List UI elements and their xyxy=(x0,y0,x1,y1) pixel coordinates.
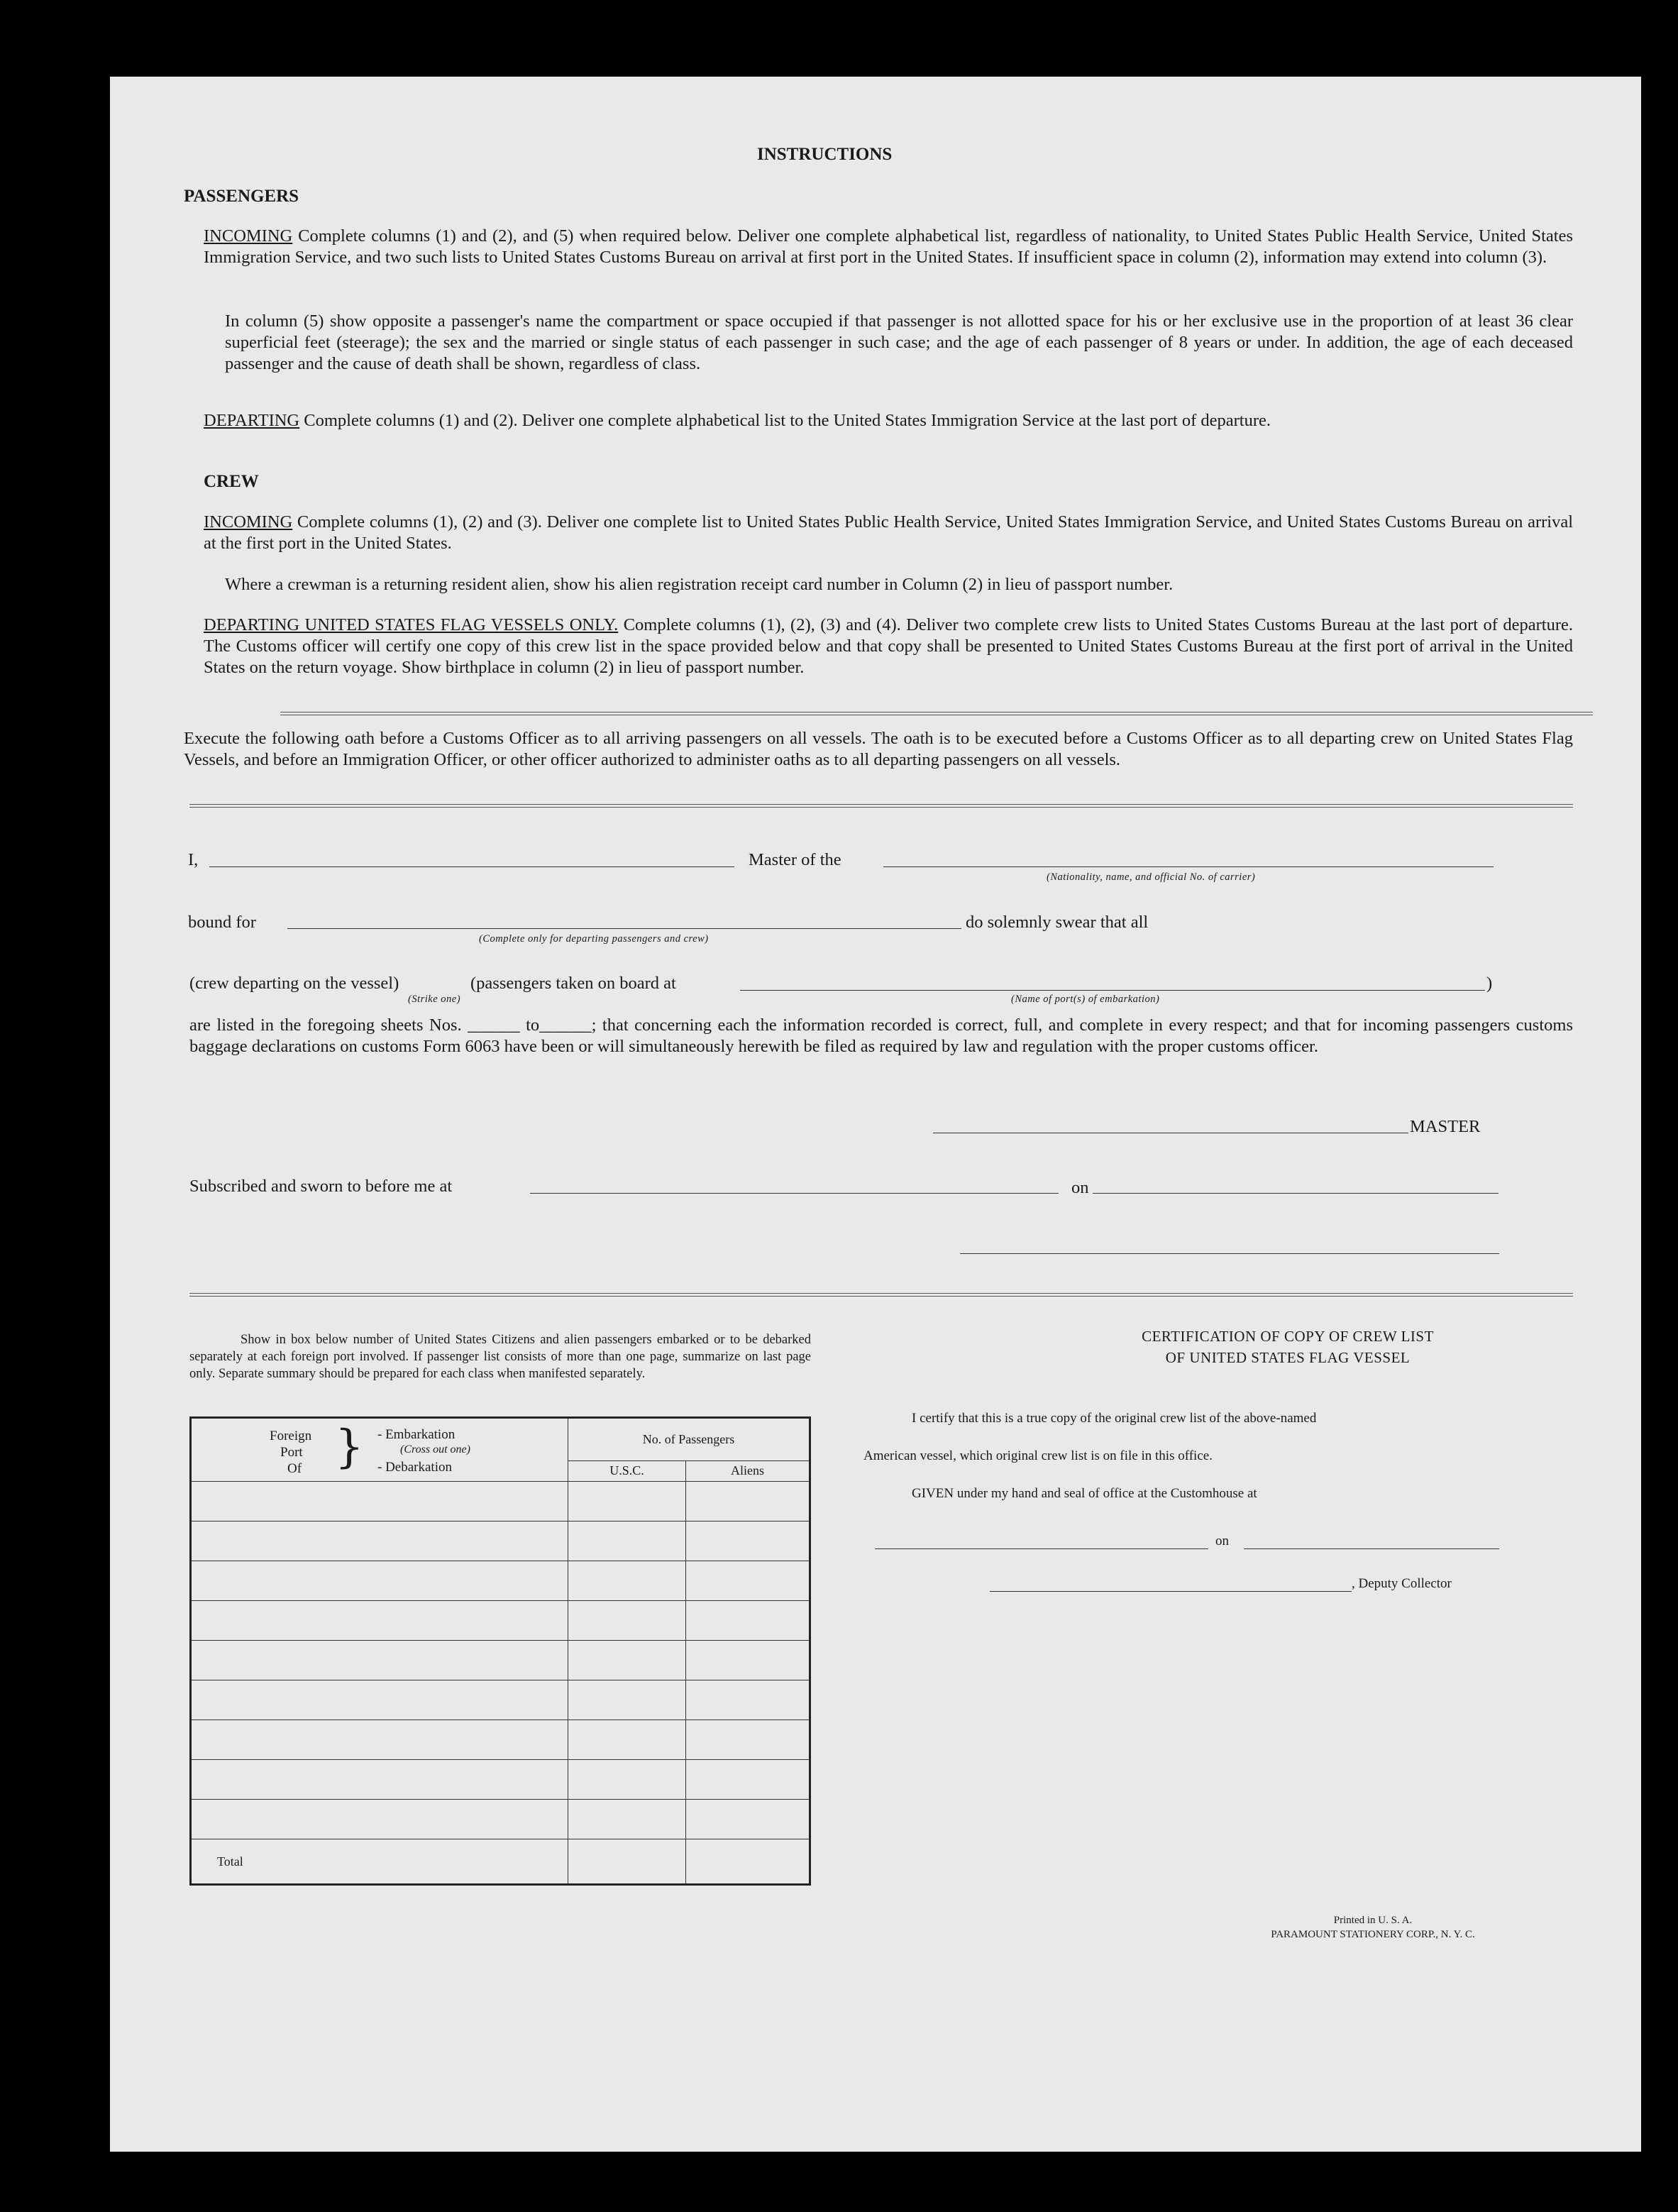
usc-cell[interactable] xyxy=(568,1482,686,1522)
brace-icon: } xyxy=(335,1421,364,1473)
table-row xyxy=(191,1561,810,1601)
foreign-label: Foreign xyxy=(270,1429,312,1443)
aliens-cell[interactable] xyxy=(686,1561,810,1601)
crewman-paragraph: Where a crewman is a returning resident alien, show his alien registration receipt card number in Column (2) in lieu of passport number. xyxy=(225,575,1174,594)
table-row xyxy=(191,1522,810,1561)
port-cell[interactable] xyxy=(191,1522,568,1561)
close-paren: ) xyxy=(1486,974,1493,993)
table-row xyxy=(191,1720,810,1760)
aliens-cell[interactable] xyxy=(686,1601,810,1641)
total-row xyxy=(191,1839,810,1885)
aliens-cell[interactable] xyxy=(686,1641,810,1680)
port-cell[interactable] xyxy=(191,1720,568,1760)
customhouse-field[interactable] xyxy=(875,1548,1208,1549)
table-row xyxy=(191,1680,810,1720)
oath-intro: Execute the following oath before a Customs Officer as to all arriving passengers on all vessels. The oath is to be executed before a Customs Officer as to all departing crew on United States Flag Vessels, and before an Immigration Officer, or other officer authorized to administer oaths as to all departing passengers on all vessels. xyxy=(184,729,1573,769)
port-cell[interactable] xyxy=(191,1482,568,1522)
usc-cell[interactable] xyxy=(568,1680,686,1720)
carrier-field[interactable] xyxy=(883,866,1494,867)
passengers-heading: PASSENGERS xyxy=(184,187,299,206)
embarkation-ports-field[interactable] xyxy=(740,990,1485,991)
port-cell[interactable] xyxy=(191,1800,568,1839)
of-label: Of xyxy=(287,1461,302,1476)
printer-line2: PARAMOUNT STATIONERY CORP., N. Y. C. xyxy=(1271,1929,1475,1940)
incoming-label: INCOMING xyxy=(204,226,293,246)
deputy-signature-field[interactable] xyxy=(990,1591,1352,1592)
column5-paragraph: In column (5) show opposite a passenger's name the compartment or space occupied if that passenger is not allotted space for his or her exclusive use in the proportion of at least 36 clear superficial feet (steerage); the sex and the married or single status of each passenger in such case; and the age of each passenger of 8 years or under. In addition, the age of each deceased passenger and the cause of death shall be shown, regardless of class. xyxy=(225,312,1573,373)
certify-line1: I certify that this is a true copy of the original crew list of the above-named xyxy=(912,1411,1317,1426)
ports-note: (Name of port(s) of embarkation) xyxy=(1011,994,1160,1005)
usc-cell[interactable] xyxy=(568,1720,686,1760)
aliens-total-cell[interactable] xyxy=(686,1839,810,1885)
usc-cell[interactable] xyxy=(568,1561,686,1601)
i-label: I, xyxy=(188,850,199,869)
usc-total-cell[interactable] xyxy=(568,1839,686,1885)
swear-label: do solemnly swear that all xyxy=(966,913,1149,932)
aliens-header: Aliens xyxy=(686,1460,810,1481)
port-cell[interactable] xyxy=(191,1641,568,1680)
officer-signature-field[interactable] xyxy=(960,1253,1499,1254)
usc-cell[interactable] xyxy=(568,1522,686,1561)
usc-header: U.S.C. xyxy=(568,1460,686,1481)
usc-cell[interactable] xyxy=(568,1800,686,1839)
certification-title xyxy=(961,1326,1614,1368)
deputy-collector-label: , Deputy Collector xyxy=(1352,1576,1452,1591)
passengers-incoming-paragraph xyxy=(204,226,1573,268)
total-label: Total xyxy=(191,1839,568,1885)
carrier-note: (Nationality, name, and official No. of carrier) xyxy=(1047,871,1256,883)
flag-vessels-paragraph xyxy=(204,615,1573,678)
usc-cell[interactable] xyxy=(568,1601,686,1641)
passenger-summary-table xyxy=(189,1416,811,1886)
aliens-cell[interactable] xyxy=(686,1522,810,1561)
aliens-cell[interactable] xyxy=(686,1720,810,1760)
master-name-field[interactable] xyxy=(209,866,734,867)
summary-note: Show in box below number of United States Citizens and alien passengers embarked or to be debarked separately at each foreign port involved. If passenger list consists of more than one page, summarize on last page only. Separate summary should be prepared for each class when manifested separately. xyxy=(189,1333,811,1381)
passengers-departing-paragraph xyxy=(204,410,1573,431)
port-cell[interactable] xyxy=(191,1680,568,1720)
port-cell[interactable] xyxy=(191,1561,568,1601)
cross-out-note: (Cross out one) xyxy=(400,1443,470,1456)
cert-date-field[interactable] xyxy=(1244,1548,1499,1549)
flag-label: DEPARTING UNITED STATES FLAG VESSELS ONLY. xyxy=(204,615,619,634)
port-label: Port xyxy=(280,1445,303,1460)
port-header-cell xyxy=(191,1418,568,1482)
departing-label: DEPARTING xyxy=(204,411,300,430)
flag-text: Complete columns (1), (2), (3) and (4). Deliver two complete crew lists to United States Customs Bureau at the last port of departure. The Customs officer will certify one copy of this crew list in the space provided below and that copy shall be presented to United States Customs Bureau at the first port of arrival in the United States on the return voyage. Show birthplace in column (2) in lieu of passport number. xyxy=(204,615,1573,677)
usc-cell[interactable] xyxy=(568,1760,686,1800)
subscribed-label: Subscribed and sworn to before me at xyxy=(189,1177,453,1196)
given-statement: GIVEN under my hand and seal of office at the Customhouse at xyxy=(912,1486,1257,1501)
certification-title-line1: CERTIFICATION OF COPY OF CREW LIST xyxy=(1142,1328,1434,1345)
crew-departing-option[interactable]: (crew departing on the vessel) xyxy=(189,974,399,993)
bound-for-field[interactable] xyxy=(287,928,961,929)
embarkation-option[interactable]: - Embarkation xyxy=(377,1427,456,1442)
crew-incoming-label: INCOMING xyxy=(204,512,293,532)
crew-heading: CREW xyxy=(204,472,259,491)
instructions-title: INSTRUCTIONS xyxy=(757,145,893,164)
table-row xyxy=(191,1601,810,1641)
debarkation-option[interactable]: - Debarkation xyxy=(377,1460,452,1475)
aliens-cell[interactable] xyxy=(686,1800,810,1839)
bound-note: (Complete only for departing passengers and crew) xyxy=(479,933,709,945)
sworn-date-field[interactable] xyxy=(1093,1193,1498,1194)
incoming-text: Complete columns (1) and (2), and (5) when required below. Deliver one complete alphabetical list, regardless of nationality, to United States Public Health Service, United States Immigration Service, and two such lists to United States Customs Bureau on arrival at first port in the United States. If insufficient space in column (2), information may extend into column (3). xyxy=(204,226,1573,267)
usc-cell[interactable] xyxy=(568,1641,686,1680)
printer-line1: Printed in U. S. A. xyxy=(1333,1915,1413,1926)
bound-for-label: bound for xyxy=(188,913,256,932)
table-row xyxy=(191,1482,810,1522)
listed-statement: are listed in the foregoing sheets Nos. ______ to______; that concerning each the information recorded is correct, full, and complete in every respect; and that for incoming passengers customs baggage declarations on customs Form 6063 have been or will simultaneously herewith be filed as required by law and regulation with the proper customs officer. xyxy=(189,1016,1573,1056)
crew-incoming-paragraph xyxy=(204,512,1573,554)
strike-one-note: (Strike one) xyxy=(408,994,461,1005)
departing-text: Complete columns (1) and (2). Deliver one complete alphabetical list to the United States Immigration Service at the last port of departure. xyxy=(299,411,1271,430)
master-of-the-label: Master of the xyxy=(749,850,841,869)
divider xyxy=(280,712,1593,715)
divider xyxy=(189,804,1573,808)
cert-on-label: on xyxy=(1215,1534,1229,1548)
aliens-cell[interactable] xyxy=(686,1680,810,1720)
form-page xyxy=(110,77,1641,2152)
no-of-passengers-header: No. of Passengers xyxy=(568,1418,810,1461)
certify-line2: American vessel, which original crew list is on file in this office. xyxy=(863,1448,1213,1463)
aliens-cell[interactable] xyxy=(686,1482,810,1522)
table-row xyxy=(191,1760,810,1800)
table-header-row xyxy=(191,1418,810,1461)
port-cell[interactable] xyxy=(191,1601,568,1641)
on-label: on xyxy=(1071,1178,1089,1197)
divider xyxy=(189,1293,1573,1297)
passengers-taken-option[interactable]: (passengers taken on board at xyxy=(470,974,676,993)
table-row xyxy=(191,1641,810,1680)
crew-incoming-text: Complete columns (1), (2) and (3). Deliver one complete list to United States Public Health Service, United States Immigration Service, and United States Customs Bureau on arrival at the first port in the United States. xyxy=(204,512,1573,553)
table-row xyxy=(191,1800,810,1839)
sworn-place-field[interactable] xyxy=(530,1193,1059,1194)
printer-imprint xyxy=(1174,1913,1572,1942)
certification-title-line2: OF UNITED STATES FLAG VESSEL xyxy=(1165,1349,1411,1366)
port-cell[interactable] xyxy=(191,1760,568,1800)
aliens-cell[interactable] xyxy=(686,1760,810,1800)
master-label: MASTER xyxy=(1410,1117,1481,1136)
